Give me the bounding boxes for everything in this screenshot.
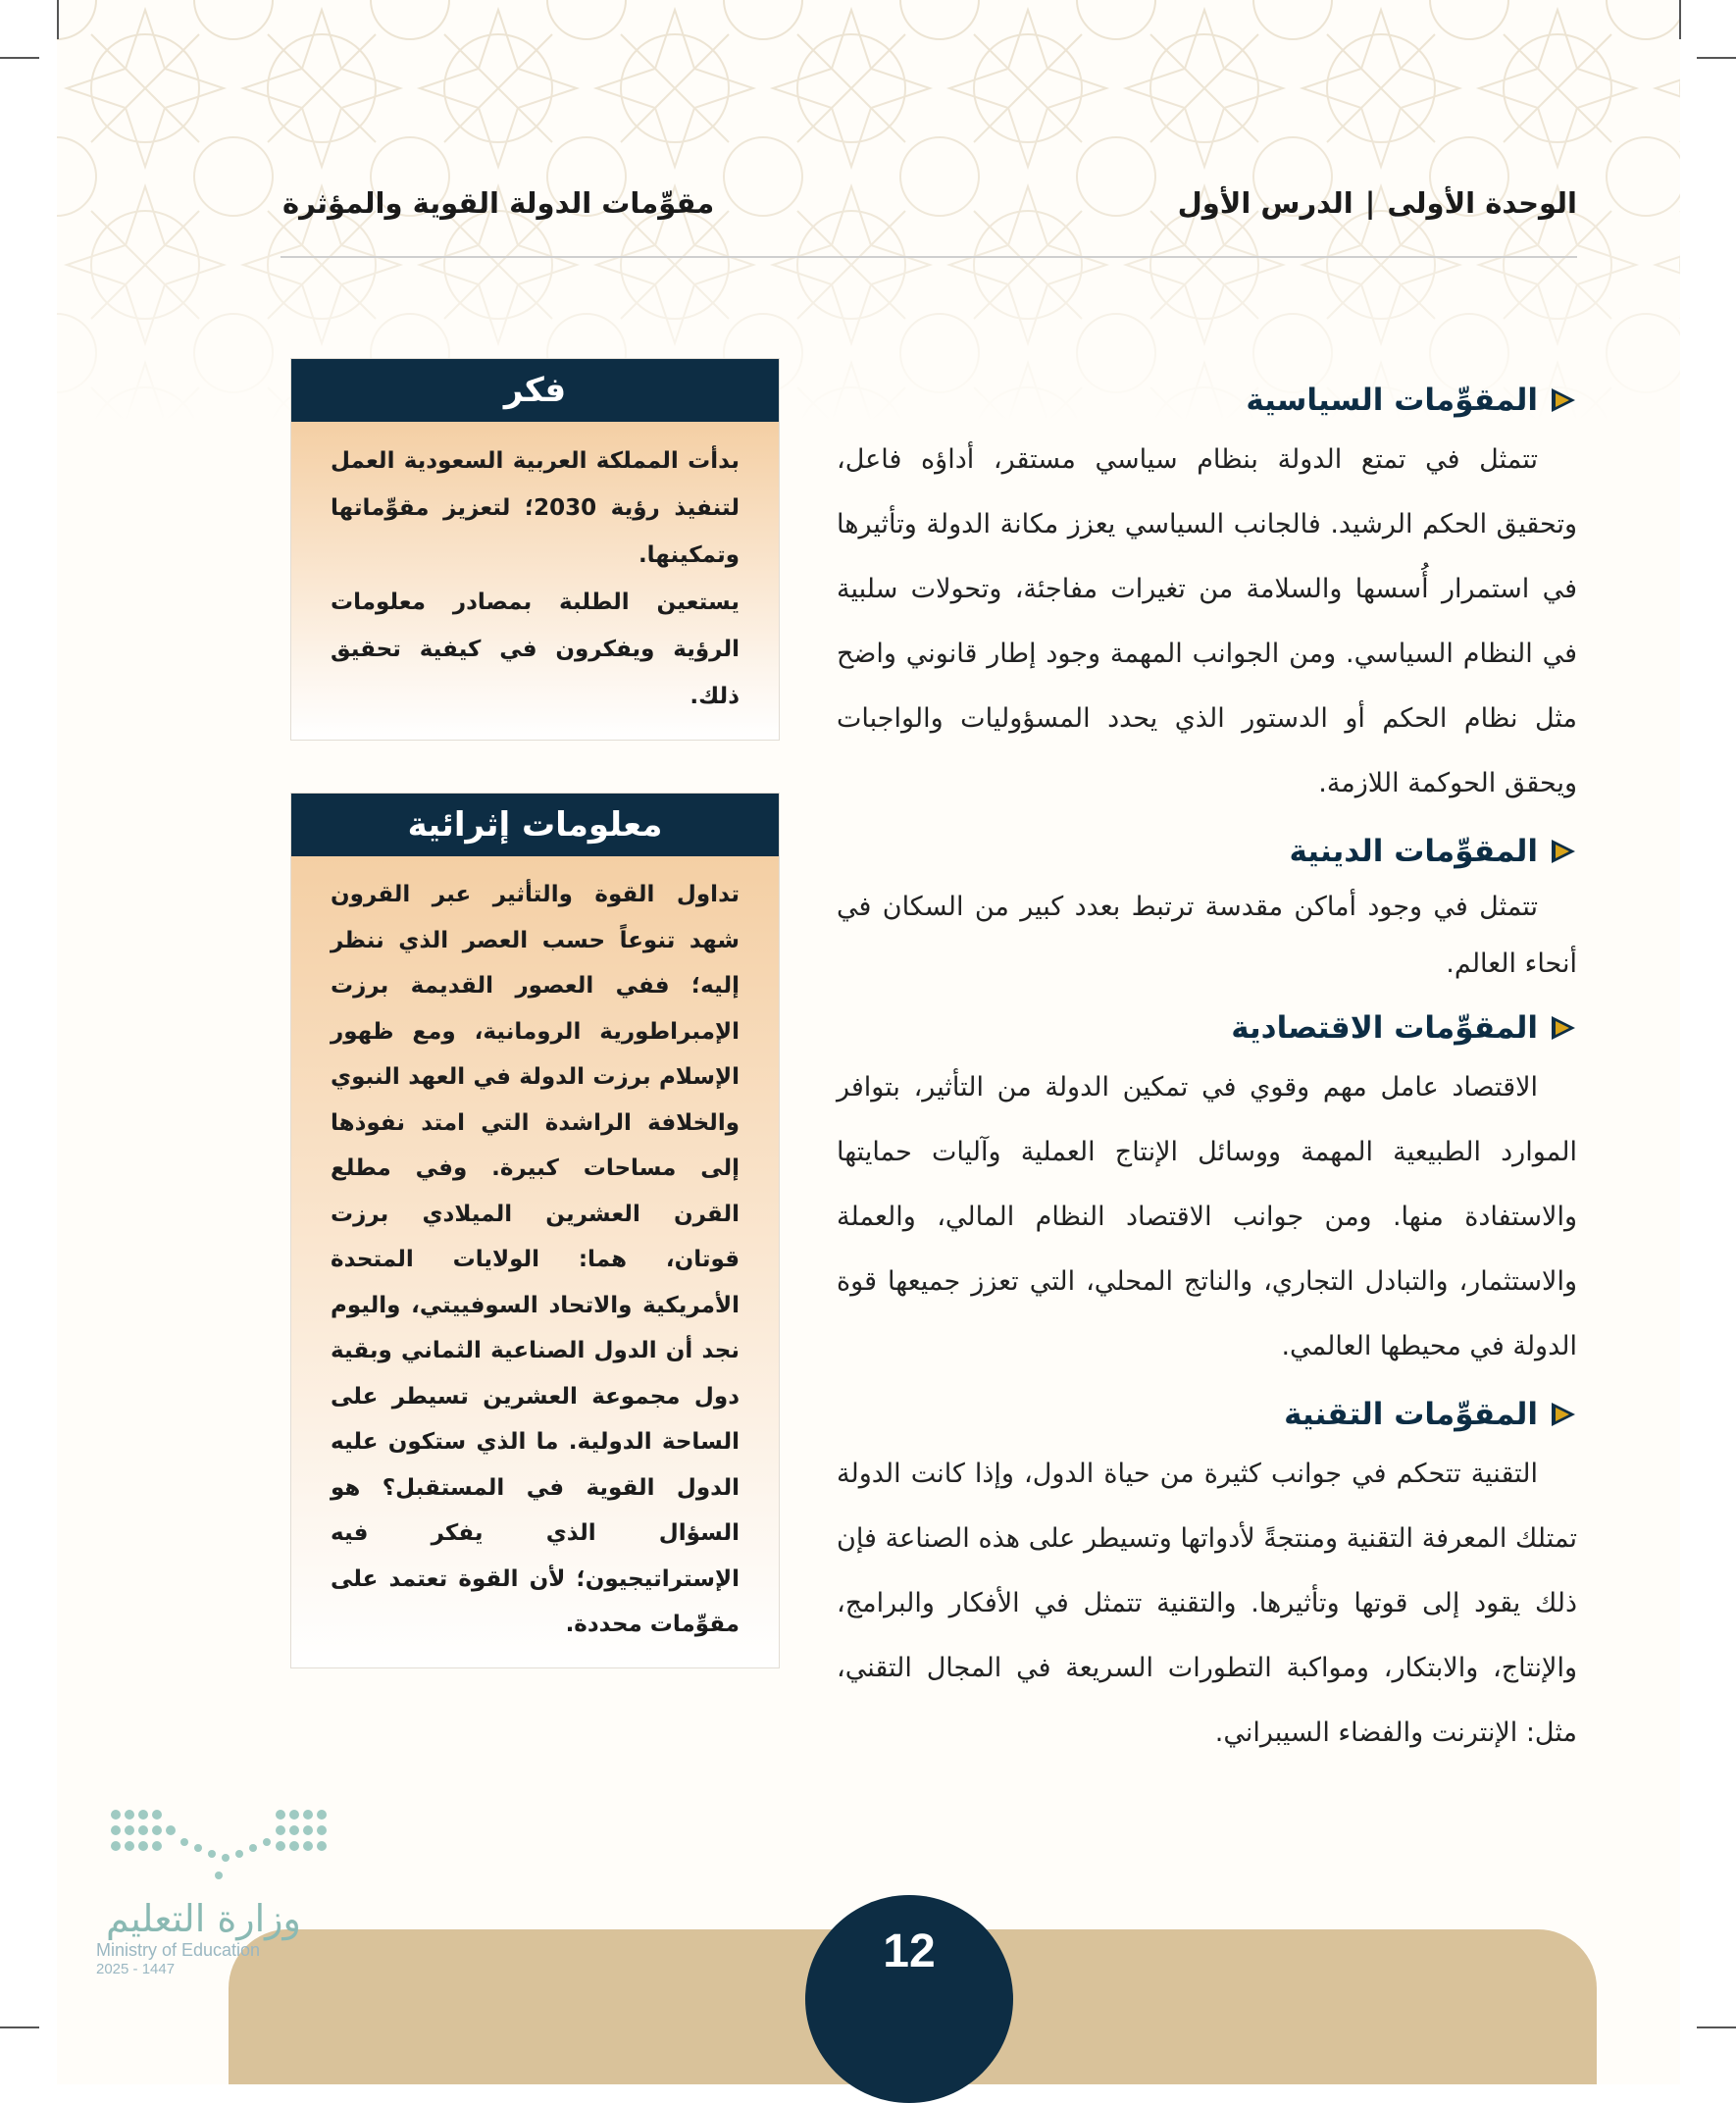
section-economic xyxy=(837,1000,1577,1379)
section-paragraph: التقنية تتحكم في جوانب كثيرة من حياة الدول، وإذا كانت الدولة تمتلك المعرفة التقنية ومنتجةً لأدواتها وتسيطر على هذه الصناعة فإن ذلك يقود إلى قوتها وتأثيرها. والتقنية تتمثل في الأفكار والبرامج، والإنتاج، والابتكار، ومواكبة التطورات السريعة في المجال التقني، مثل: الإنترنت والفضاء السيبراني. xyxy=(837,1459,1577,1748)
section-title-text: المقوِّمات الدينية xyxy=(1289,834,1538,869)
think-box xyxy=(290,358,780,741)
crop-mark xyxy=(57,0,59,39)
page-number: 12 xyxy=(883,1925,936,1977)
think-paragraph-2: يستعين الطلبة بمصادر معلومات الرؤية ويفكرون في كيفية تحقيق ذلك. xyxy=(331,590,740,709)
section-title xyxy=(837,1387,1577,1442)
section-title xyxy=(837,824,1577,879)
lesson-label: الدرس الأول xyxy=(1177,186,1353,220)
crop-mark xyxy=(0,2026,39,2028)
enrichment-box-title: معلومات إثرائية xyxy=(291,794,779,856)
unit-lesson-label xyxy=(1178,186,1577,220)
topic-title: مقوِّمات الدولة القوية والمؤثرة xyxy=(282,186,715,220)
section-religious xyxy=(837,824,1577,993)
page-number-badge xyxy=(805,1895,1013,2103)
ministry-logo xyxy=(96,1803,332,1977)
section-technical xyxy=(837,1387,1577,1766)
think-box-body xyxy=(291,422,779,740)
think-paragraph-1: بدأت المملكة العربية السعودية العمل لتنفيذ رؤية 2030؛ لتعزيز مقوِّماتها وتمكينها. xyxy=(331,448,740,568)
triangle-arrow-icon xyxy=(1548,1400,1577,1429)
ministry-dots-icon xyxy=(106,1803,332,1891)
header-divider xyxy=(281,256,1577,258)
section-paragraph: تتمثل في تمتع الدولة بنظام سياسي مستقر، أداؤه فاعل، وتحقيق الحكم الرشيد. فالجانب السياسي يعزز مكانة الدولة وتأثيرها في استمرار أُسسها والسلامة من تغيرات مفاجئة، وتحولات سلبية في النظام السياسي. ومن الجوانب المهمة وجود إطار قانوني واضح مثل نظام الحكم أو الدستور الذي يحدد المسؤوليات والواجبات ويحقق الحوكمة اللازمة. xyxy=(837,444,1577,798)
section-title-text: المقوِّمات السياسية xyxy=(1246,383,1538,418)
ministry-name-en: Ministry of Education xyxy=(96,1940,261,1960)
enrichment-paragraph: تداول القوة والتأثير عبر القرون شهد تنوعاً حسب العصر الذي ننظر إليه؛ ففي العصور القديمة برزت الإمبراطورية الرومانية، ومع ظهور الإسلام برزت الدولة في العهد النبوي والخلافة الراشدة التي امتد نفوذها إلى مساحات كبيرة. وفي مطلع القرن العشرين الميلادي برزت قوتان، هما: الولايات المتحدة الأمريكية والاتحاد السوفييتي، واليوم نجد أن الدول الصناعية الثماني وبقية دول مجموعة العشرين تسيطر على الساحة الدولية. ما الذي ستكون عليه الدول القوية في المستقبل؟ هو السؤال الذي يفكر فيه الإستراتيجيون؛ لأن القوة تعتمد على مقوِّمات محددة. xyxy=(331,882,740,1637)
main-content xyxy=(837,373,1577,1773)
section-title xyxy=(837,1000,1577,1055)
enrichment-box-body xyxy=(291,856,779,1667)
page xyxy=(57,0,1680,2084)
think-box-title: فكر xyxy=(291,359,779,422)
section-political xyxy=(837,373,1577,816)
crop-mark xyxy=(1679,0,1681,39)
crop-mark xyxy=(1697,57,1736,59)
crop-mark xyxy=(1697,2026,1736,2028)
section-title xyxy=(837,373,1577,428)
crop-mark xyxy=(0,57,39,59)
ministry-name-ar: وزارة التعليم xyxy=(106,1897,301,1940)
section-title-text: المقوِّمات التقنية xyxy=(1284,1397,1538,1432)
running-header xyxy=(282,186,1577,255)
triangle-arrow-icon xyxy=(1548,837,1577,866)
header-separator: | xyxy=(1364,186,1376,220)
enrichment-box xyxy=(290,793,780,1668)
triangle-arrow-icon xyxy=(1548,1013,1577,1043)
edition-year: 2025 - 1447 xyxy=(96,1961,176,1977)
unit-label: الوحدة الأولى xyxy=(1387,186,1577,220)
section-paragraph: تتمثل في وجود أماكن مقدسة ترتبط بعدد كبير من السكان في أنحاء العالم. xyxy=(837,892,1577,979)
section-title-text: المقوِّمات الاقتصادية xyxy=(1231,1010,1538,1046)
triangle-arrow-icon xyxy=(1548,385,1577,415)
section-paragraph: الاقتصاد عامل مهم وقوي في تمكين الدولة من التأثير، بتوافر الموارد الطبيعية المهمة ووسائل الإنتاج العملية وآليات حمايتها والاستفادة منها. ومن جوانب الاقتصاد النظام المالي، والعملة والاستثمار، والتبادل التجاري، والناتج المحلي، التي تعزز جميعها قوة الدولة في محيطها العالمي. xyxy=(837,1072,1577,1361)
